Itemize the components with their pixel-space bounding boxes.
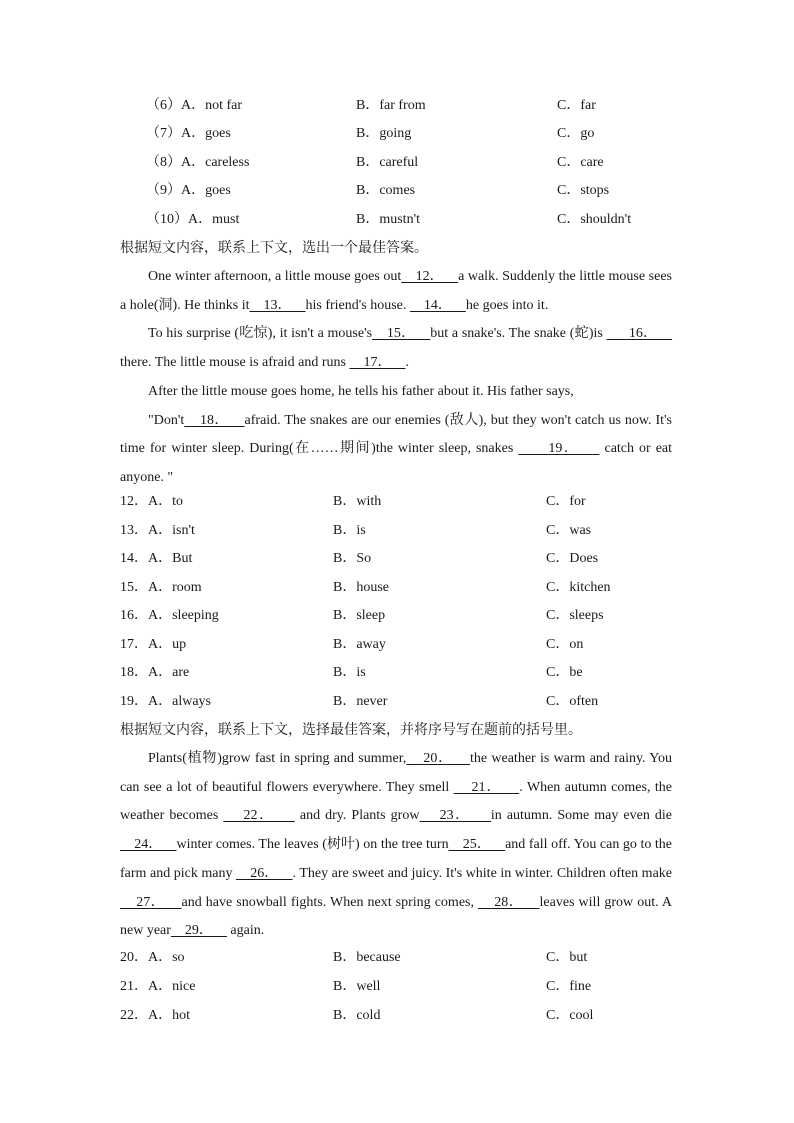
option-a: 21．A．nice (120, 979, 196, 994)
option-b: B．mustn't (356, 212, 420, 227)
option-a: 15．A．room (120, 580, 202, 595)
option-row (0, 631, 794, 659)
paragraph (120, 378, 672, 407)
blank-25: 25． (448, 837, 506, 853)
option-c: C．shouldn't (557, 212, 632, 227)
option-a: 16．A．sleeping (120, 608, 219, 623)
paragraph (120, 320, 672, 377)
passage-text: afraid. The snakes are our enemies (敌人), but they won't catch us now. It's time for winter sleep. During(在……期间)the winter sleep, snakes (120, 412, 673, 457)
passage-text: he goes into it. (465, 297, 549, 313)
option-a: 18．A．are (120, 665, 190, 680)
option-row (0, 149, 794, 177)
option-b: B．is (333, 665, 366, 680)
option-row (0, 973, 794, 1001)
passage (120, 263, 672, 493)
blank-13: 13． (249, 297, 306, 313)
blank-20: 20． (406, 751, 471, 766)
option-a: 22．A．hot (120, 1008, 190, 1023)
passage-text: his friend's house. (305, 297, 410, 313)
blank-18: 18． (184, 412, 245, 428)
option-row (0, 177, 794, 205)
option-b: B．with (333, 494, 382, 509)
option-c: C．for (546, 494, 586, 509)
passage-text: and fall off. You can go to the farm and pick many (120, 837, 673, 881)
blank-16: 16． (606, 326, 673, 342)
option-row (0, 92, 794, 120)
option-b: B．comes (356, 183, 416, 198)
blank-21: 21． (453, 779, 520, 795)
option-a: 19．A．always (120, 694, 211, 709)
passage-text: leaves will grow out. A new year (120, 894, 672, 939)
option-a: （7）A．goes (146, 126, 231, 141)
option-a: 12．A．to (120, 494, 183, 509)
option-b: B．away (333, 637, 386, 652)
passage-text: the weather is warm and rainy. You can see a lot of beautiful flowers everywhere. They smell (120, 751, 673, 795)
option-c: C．far (557, 98, 596, 113)
option-a: 20．A．so (120, 950, 185, 965)
option-a: （10）A．must (146, 212, 240, 227)
blank-17: 17． (349, 355, 406, 371)
blank-28: 28． (478, 894, 540, 910)
option-c: C．stops (557, 183, 610, 198)
option-a: （9）A．goes (146, 183, 231, 198)
option-c: C．care (557, 155, 604, 170)
option-c: C．often (546, 694, 599, 709)
paragraph (120, 263, 672, 320)
blank-29: 29． (170, 923, 227, 939)
passage-text: in autumn. Some may even die (490, 808, 673, 824)
option-b: B．So (333, 551, 372, 566)
option-b: B．careful (356, 155, 419, 170)
passage-text: but a snake's. The snake (蛇)is (430, 326, 607, 342)
option-row (0, 517, 794, 545)
passage-text: winter comes. The leaves (树叶) on the tree turn (176, 837, 449, 853)
option-b: B．sleep (333, 608, 386, 623)
option-row (0, 206, 794, 234)
option-c: C．sleeps (546, 608, 604, 623)
option-c: C．be (546, 665, 583, 680)
option-c: C．but (546, 950, 588, 965)
blank-27: 27． (120, 894, 182, 910)
passage-text: After the little mouse goes home, he tells his father about it. His father says, (148, 383, 574, 399)
option-a: 13．A．isn't (120, 523, 195, 538)
option-a: 17．A．up (120, 637, 187, 652)
option-c: C．on (546, 637, 584, 652)
option-c: C．Does (546, 551, 599, 566)
passage-text: Plants(植物)grow fast in spring and summer, (148, 751, 407, 766)
option-row (0, 659, 794, 687)
option-a: 14．A．But (120, 551, 193, 566)
option-row (0, 688, 794, 716)
option-b: B．well (333, 979, 381, 994)
paragraph (120, 745, 672, 946)
option-row (0, 120, 794, 148)
option-b: B．cold (333, 1008, 381, 1023)
option-c: C．cool (546, 1008, 594, 1023)
option-c: C．kitchen (546, 580, 611, 595)
passage-text: and dry. Plants grow (294, 808, 420, 824)
paragraph (120, 407, 672, 493)
option-b: B．house (333, 580, 389, 595)
passage-text: . They are sweet and juicy. It's white in winter. Children often make (292, 865, 672, 881)
passage-text: a walk. Suddenly the little mouse sees a hole(洞). He thinks it (120, 269, 672, 313)
option-row (0, 545, 794, 573)
option-c: C．fine (546, 979, 592, 994)
option-b: B．is (333, 523, 366, 538)
option-c: C．go (557, 126, 595, 141)
blank-19: 19． (518, 441, 600, 457)
option-b: B．never (333, 694, 388, 709)
option-a: （8）A．careless (146, 155, 250, 170)
passage (120, 745, 672, 946)
blank-15: 15． (372, 326, 431, 342)
option-row (0, 574, 794, 602)
section-heading: 根据短文内容，联系上下文，选择最佳答案，并将序号写在题前的括号里。 (120, 722, 582, 738)
passage-text: again. (226, 923, 265, 939)
blank-22: 22． (223, 808, 295, 824)
passage-text: and have snowball fights. When next spring comes, (181, 894, 479, 910)
blank-24: 24． (120, 837, 177, 853)
passage-text: To his surprise (吃惊), it isn't a mouse's (148, 326, 373, 342)
option-row (0, 944, 794, 972)
passage-text: there. The little mouse is afraid and runs (120, 355, 350, 371)
passage-text: . (405, 355, 410, 371)
blank-14: 14． (409, 297, 466, 313)
option-b: B．going (356, 126, 412, 141)
option-b: B．because (333, 950, 401, 965)
passage-text: One winter afternoon, a little mouse goes out (148, 269, 402, 284)
section-heading: 根据短文内容，联系上下文，选出一个最佳答案。 (120, 240, 428, 256)
passage-text: catch or eat anyone. " (120, 441, 673, 485)
option-a: （6）A．not far (146, 98, 243, 113)
blank-12: 12． (401, 269, 459, 284)
option-row (0, 488, 794, 516)
option-b: B．far from (356, 98, 426, 113)
passage-text: "Don't (148, 412, 185, 428)
option-c: C．was (546, 523, 592, 538)
passage-text: . When autumn comes, the weather becomes (120, 779, 672, 824)
option-row (0, 602, 794, 630)
option-row (0, 1002, 794, 1030)
blank-26: 26． (236, 865, 293, 881)
blank-23: 23． (419, 808, 491, 824)
